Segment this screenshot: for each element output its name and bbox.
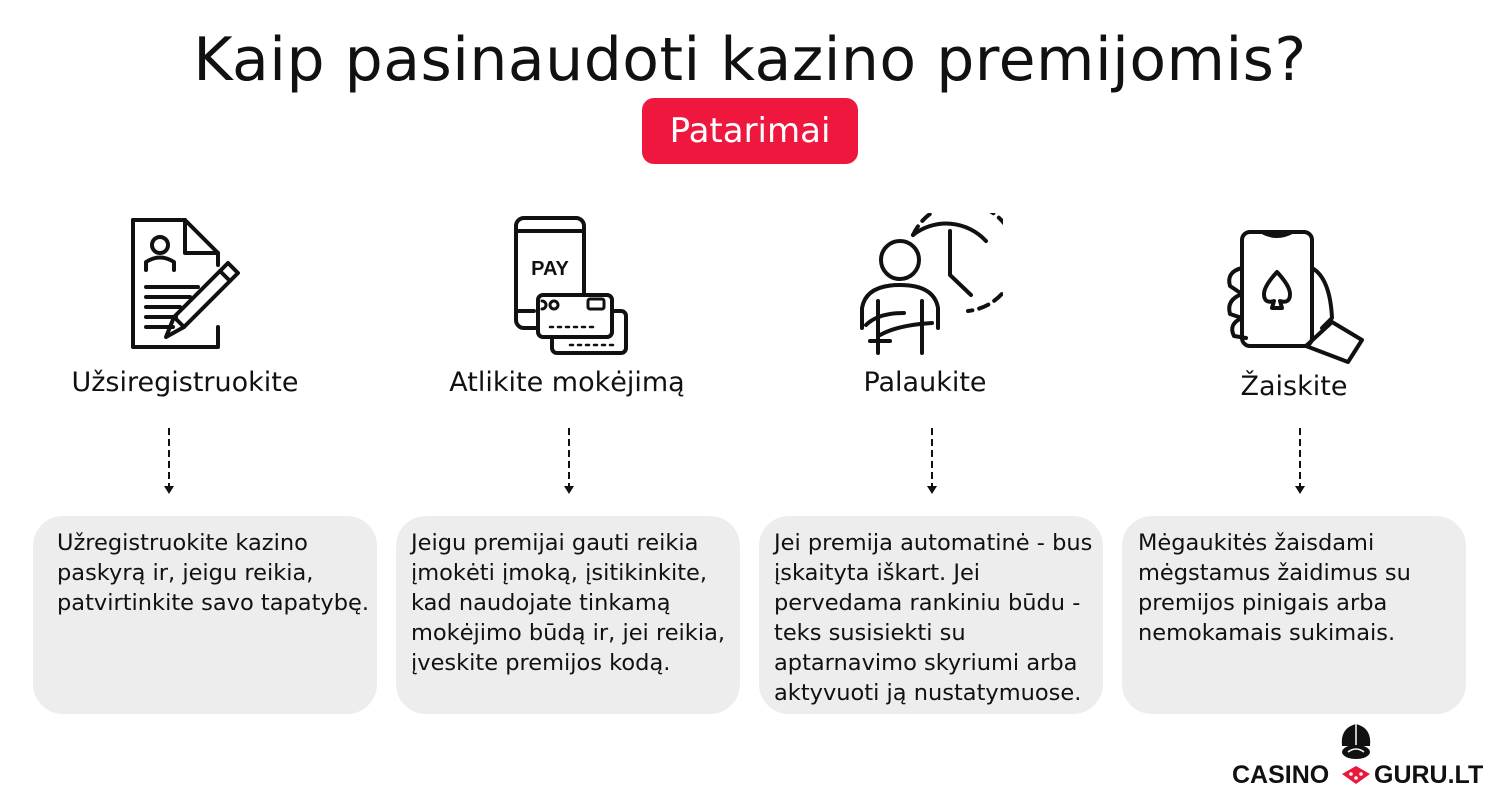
step-title-register: Užsiregistruokite [71,367,299,398]
person-waiting-clock-icon [858,213,1003,358]
step-text-play: Mėgaukitės žaisdami mėgstamus žaidimus su premijos pinigais arba nemokamais sukimais. [1138,530,1411,646]
tips-badge: Patarimai [642,98,858,164]
hand-phone-spade-icon [1222,228,1367,368]
step-title-payment: Atlikite mokėjimą [449,367,685,398]
logo-text-casino: CASINO [1232,761,1330,789]
step-title-play: Žaiskite [1240,371,1348,402]
dashed-arrow-down-4 [1294,426,1306,500]
pay-label: PAY [531,258,569,280]
guru-turban-dice-icon [1336,720,1376,794]
dashed-arrow-down-2 [563,426,575,500]
page-title: Kaip pasinaudoti kazino premijomis? [193,25,1307,95]
dashed-arrow-down-1 [163,426,175,500]
logo-text-guru: GURU.LT [1374,761,1484,789]
step-text-payment: Jeigu premijai gauti reikia įmokėti įmoką, įsitikinkite, kad naudojate tinkamą mokėjimo būdą ir, jei reikia, įveskite premijos kodą. [411,530,726,676]
dashed-arrow-down-3 [926,426,938,500]
step-text-register: Užregistruokite kazino paskyrą ir, jeigu reikia, patvirtinkite savo tapatybę. [57,530,369,616]
phone-payment-cards-icon [512,215,632,360]
casinoguru-logo [1232,720,1492,790]
step-title-wait: Palaukite [863,367,987,398]
registration-form-icon [128,215,243,355]
step-text-wait: Jei premija automatinė - bus įskaityta iškart. Jei pervedama rankiniu būdu - teks susisiekti su aptarnavimo skyriumi arba aktyvuoti ją nustatymuose. [774,530,1093,706]
